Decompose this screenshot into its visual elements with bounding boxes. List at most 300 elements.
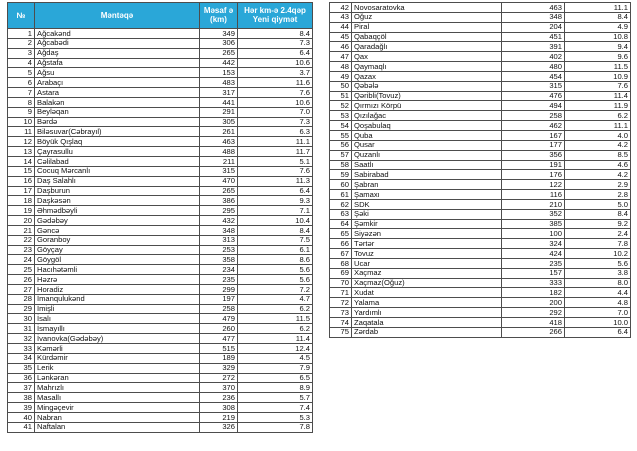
row-distance: 462 xyxy=(502,121,565,131)
row-price: 6.4 xyxy=(238,186,313,196)
row-number: 44 xyxy=(330,22,352,32)
row-distance: 258 xyxy=(502,111,565,121)
row-place: Ağsu xyxy=(35,68,200,78)
row-price: 10.9 xyxy=(565,71,631,81)
row-price: 11.6 xyxy=(238,78,313,88)
row-place: Ağdaş xyxy=(35,48,200,58)
row-distance: 480 xyxy=(502,62,565,72)
row-distance: 234 xyxy=(200,265,238,275)
header-price: Hər km-ə 2.4qəp Yeni qiymət xyxy=(238,3,313,29)
table-row xyxy=(8,284,313,294)
row-place: Qızılağac xyxy=(352,111,502,121)
row-distance: 326 xyxy=(200,422,238,432)
row-place: Daşkəsən xyxy=(35,196,200,206)
row-place: Daş Salahlı xyxy=(35,176,200,186)
row-place: Balakən xyxy=(35,97,200,107)
row-number: 30 xyxy=(8,314,35,324)
row-distance: 292 xyxy=(502,308,565,318)
row-number: 74 xyxy=(330,318,352,328)
row-price: 10.6 xyxy=(238,97,313,107)
row-number: 31 xyxy=(8,324,35,334)
table-row xyxy=(330,140,631,150)
row-price: 8.5 xyxy=(565,150,631,160)
table-row xyxy=(330,22,631,32)
table-row xyxy=(8,225,313,235)
row-place: Qəbələ xyxy=(352,81,502,91)
table-row xyxy=(8,38,313,48)
row-number: 63 xyxy=(330,209,352,219)
table-row xyxy=(330,209,631,219)
row-distance: 197 xyxy=(200,294,238,304)
row-distance: 349 xyxy=(200,29,238,39)
row-number: 27 xyxy=(8,284,35,294)
row-number: 33 xyxy=(8,344,35,354)
row-place: Tovuz xyxy=(352,249,502,259)
row-distance: 454 xyxy=(502,71,565,81)
table-row xyxy=(8,176,313,186)
table-row xyxy=(330,32,631,42)
row-number: 51 xyxy=(330,91,352,101)
row-distance: 295 xyxy=(200,206,238,216)
table-row xyxy=(330,170,631,180)
row-distance: 441 xyxy=(200,97,238,107)
table-row xyxy=(8,245,313,255)
header-no: № xyxy=(8,3,35,29)
row-price: 11.7 xyxy=(238,147,313,157)
row-price: 2.8 xyxy=(565,190,631,200)
row-price: 7.1 xyxy=(238,206,313,216)
row-number: 13 xyxy=(8,147,35,157)
row-place: Qusar xyxy=(352,140,502,150)
row-distance: 153 xyxy=(200,68,238,78)
row-number: 70 xyxy=(330,278,352,288)
row-distance: 313 xyxy=(200,235,238,245)
row-number: 2 xyxy=(8,38,35,48)
row-number: 5 xyxy=(8,68,35,78)
row-price: 5.6 xyxy=(238,265,313,275)
row-price: 9.6 xyxy=(565,52,631,62)
row-number: 75 xyxy=(330,327,352,337)
table-row xyxy=(330,12,631,22)
table-row xyxy=(330,199,631,209)
row-distance: 299 xyxy=(200,284,238,294)
row-distance: 333 xyxy=(502,278,565,288)
row-price: 5.0 xyxy=(565,199,631,209)
table-row xyxy=(330,308,631,318)
row-price: 2.9 xyxy=(565,180,631,190)
row-price: 10.6 xyxy=(238,58,313,68)
row-price: 10.0 xyxy=(565,318,631,328)
row-number: 7 xyxy=(8,88,35,98)
table-row xyxy=(8,186,313,196)
row-price: 11.3 xyxy=(238,176,313,186)
table-row xyxy=(330,42,631,52)
table-row xyxy=(8,127,313,137)
row-number: 69 xyxy=(330,268,352,278)
row-price: 6.4 xyxy=(238,48,313,58)
row-number: 10 xyxy=(8,117,35,127)
row-price: 6.2 xyxy=(238,304,313,314)
row-price: 2.4 xyxy=(565,229,631,239)
table-row xyxy=(8,97,313,107)
row-price: 4.8 xyxy=(565,298,631,308)
table-row xyxy=(8,117,313,127)
row-place: Şabran xyxy=(352,180,502,190)
row-distance: 483 xyxy=(200,78,238,88)
row-price: 11.1 xyxy=(565,3,631,13)
row-distance: 211 xyxy=(200,156,238,166)
row-place: Zaqatala xyxy=(352,318,502,328)
row-place: Beyləqan xyxy=(35,107,200,117)
row-price: 4.2 xyxy=(565,170,631,180)
row-number: 12 xyxy=(8,137,35,147)
row-distance: 358 xyxy=(200,255,238,265)
row-place: Biləsuvar(Cəbrayıl) xyxy=(35,127,200,137)
table-row xyxy=(8,265,313,275)
row-price: 10.8 xyxy=(565,32,631,42)
row-price: 7.8 xyxy=(565,239,631,249)
row-distance: 176 xyxy=(502,170,565,180)
table-row xyxy=(330,52,631,62)
row-distance: 418 xyxy=(502,318,565,328)
table-row xyxy=(8,314,313,324)
table-row xyxy=(8,373,313,383)
row-distance: 100 xyxy=(502,229,565,239)
row-price: 7.5 xyxy=(238,235,313,245)
row-number: 73 xyxy=(330,308,352,318)
row-distance: 386 xyxy=(200,196,238,206)
row-number: 72 xyxy=(330,298,352,308)
row-place: Goranboy xyxy=(35,235,200,245)
row-place: Qırmızı Körpü xyxy=(352,101,502,111)
row-distance: 182 xyxy=(502,288,565,298)
table-row xyxy=(330,160,631,170)
row-distance: 352 xyxy=(502,209,565,219)
row-place: İsmayıllı xyxy=(35,324,200,334)
row-distance: 122 xyxy=(502,180,565,190)
row-place: Xaçmaz xyxy=(352,268,502,278)
row-number: 21 xyxy=(8,225,35,235)
table-row xyxy=(330,239,631,249)
table-row xyxy=(8,275,313,285)
table-row xyxy=(8,255,313,265)
row-price: 11.4 xyxy=(238,334,313,344)
row-distance: 348 xyxy=(200,225,238,235)
row-price: 8.4 xyxy=(238,225,313,235)
table-row xyxy=(8,412,313,422)
row-number: 24 xyxy=(8,255,35,265)
row-distance: 235 xyxy=(200,275,238,285)
row-distance: 253 xyxy=(200,245,238,255)
table-row xyxy=(330,130,631,140)
table-row xyxy=(8,383,313,393)
row-distance: 479 xyxy=(200,314,238,324)
table-row xyxy=(330,121,631,131)
row-number: 39 xyxy=(8,403,35,413)
row-price: 10.2 xyxy=(565,249,631,259)
row-price: 7.6 xyxy=(238,166,313,176)
table-row xyxy=(8,58,313,68)
row-distance: 348 xyxy=(502,12,565,22)
row-distance: 463 xyxy=(502,3,565,13)
table-row xyxy=(330,219,631,229)
table-row xyxy=(330,180,631,190)
row-place: Ağcakənd xyxy=(35,29,200,39)
row-number: 40 xyxy=(8,412,35,422)
row-place: Quba xyxy=(352,130,502,140)
row-distance: 191 xyxy=(502,160,565,170)
row-distance: 329 xyxy=(200,363,238,373)
row-place: Qoşabulaq xyxy=(352,121,502,131)
row-price: 6.2 xyxy=(238,324,313,334)
row-number: 55 xyxy=(330,130,352,140)
row-distance: 317 xyxy=(200,88,238,98)
row-distance: 402 xyxy=(502,52,565,62)
row-price: 4.9 xyxy=(565,22,631,32)
row-place: Qəribli(Tovuz) xyxy=(352,91,502,101)
row-number: 47 xyxy=(330,52,352,62)
row-distance: 477 xyxy=(200,334,238,344)
row-distance: 476 xyxy=(502,91,565,101)
row-number: 26 xyxy=(8,275,35,285)
row-number: 50 xyxy=(330,81,352,91)
row-distance: 324 xyxy=(502,239,565,249)
row-place: Tərtər xyxy=(352,239,502,249)
table-row xyxy=(8,294,313,304)
table-row xyxy=(330,327,631,337)
fare-table-left xyxy=(7,2,313,433)
row-distance: 157 xyxy=(502,268,565,278)
table-row xyxy=(8,107,313,117)
table-row xyxy=(8,422,313,432)
table-row xyxy=(330,278,631,288)
table-row xyxy=(8,147,313,157)
row-distance: 265 xyxy=(200,186,238,196)
row-price: 5.6 xyxy=(565,258,631,268)
row-price: 7.4 xyxy=(238,403,313,413)
row-number: 58 xyxy=(330,160,352,170)
row-place: Göygöl xyxy=(35,255,200,265)
row-distance: 266 xyxy=(502,327,565,337)
row-price: 4.5 xyxy=(238,353,313,363)
row-price: 5.7 xyxy=(238,393,313,403)
row-distance: 494 xyxy=(502,101,565,111)
row-price: 6.1 xyxy=(238,245,313,255)
row-price: 8.6 xyxy=(238,255,313,265)
row-distance: 356 xyxy=(502,150,565,160)
row-price: 9.3 xyxy=(238,196,313,206)
row-distance: 177 xyxy=(502,140,565,150)
table-row xyxy=(8,353,313,363)
row-place: İmişli xyxy=(35,304,200,314)
row-number: 53 xyxy=(330,111,352,121)
table-row xyxy=(330,71,631,81)
row-place: Mahrızlı xyxy=(35,383,200,393)
row-distance: 391 xyxy=(502,42,565,52)
row-distance: 515 xyxy=(200,344,238,354)
row-place: Kürdəmir xyxy=(35,353,200,363)
row-number: 14 xyxy=(8,156,35,166)
row-number: 61 xyxy=(330,190,352,200)
row-place: Şəmkir xyxy=(352,219,502,229)
table-row xyxy=(8,206,313,216)
table-row xyxy=(8,166,313,176)
row-distance: 291 xyxy=(200,107,238,117)
row-place: Ağstafa xyxy=(35,58,200,68)
row-price: 7.3 xyxy=(238,38,313,48)
row-price: 7.3 xyxy=(238,117,313,127)
row-distance: 315 xyxy=(502,81,565,91)
row-distance: 200 xyxy=(502,298,565,308)
row-number: 62 xyxy=(330,199,352,209)
row-distance: 442 xyxy=(200,58,238,68)
row-place: Böyük Qışlaq xyxy=(35,137,200,147)
row-distance: 432 xyxy=(200,216,238,226)
row-place: Yalama xyxy=(352,298,502,308)
row-distance: 306 xyxy=(200,38,238,48)
table-row xyxy=(8,196,313,206)
row-distance: 260 xyxy=(200,324,238,334)
table-row xyxy=(8,304,313,314)
row-number: 15 xyxy=(8,166,35,176)
row-place: Xudat xyxy=(352,288,502,298)
row-price: 5.1 xyxy=(238,156,313,166)
table-row xyxy=(8,324,313,334)
row-place: Naftalan xyxy=(35,422,200,432)
row-distance: 210 xyxy=(502,199,565,209)
row-place: Qax xyxy=(352,52,502,62)
row-place: Bərdə xyxy=(35,117,200,127)
row-number: 28 xyxy=(8,294,35,304)
row-distance: 488 xyxy=(200,147,238,157)
row-number: 17 xyxy=(8,186,35,196)
row-price: 10.4 xyxy=(238,216,313,226)
row-price: 9.2 xyxy=(565,219,631,229)
row-number: 48 xyxy=(330,62,352,72)
row-distance: 189 xyxy=(200,353,238,363)
row-distance: 305 xyxy=(200,117,238,127)
row-distance: 236 xyxy=(200,393,238,403)
table-row xyxy=(8,403,313,413)
table-row xyxy=(8,137,313,147)
row-place: Xaçmaz(Oğuz) xyxy=(352,278,502,288)
row-number: 4 xyxy=(8,58,35,68)
row-place: Həzrə xyxy=(35,275,200,285)
row-number: 49 xyxy=(330,71,352,81)
row-number: 42 xyxy=(330,3,352,13)
table-row xyxy=(8,156,313,166)
row-price: 7.8 xyxy=(238,422,313,432)
row-price: 4.6 xyxy=(565,160,631,170)
row-number: 68 xyxy=(330,258,352,268)
row-place: Cəlilabad xyxy=(35,156,200,166)
row-place: İvanovka(Gədəbəy) xyxy=(35,334,200,344)
row-number: 6 xyxy=(8,78,35,88)
row-number: 8 xyxy=(8,97,35,107)
row-place: Novosaratovka xyxy=(352,3,502,13)
row-place: Şamaxı xyxy=(352,190,502,200)
row-place: Siyəzən xyxy=(352,229,502,239)
row-place: Oğuz xyxy=(352,12,502,22)
row-number: 1 xyxy=(8,29,35,39)
row-price: 7.0 xyxy=(565,308,631,318)
row-number: 9 xyxy=(8,107,35,117)
row-price: 3.7 xyxy=(238,68,313,78)
table-row xyxy=(330,229,631,239)
row-distance: 167 xyxy=(502,130,565,140)
row-price: 8.0 xyxy=(565,278,631,288)
row-number: 36 xyxy=(8,373,35,383)
table-row xyxy=(330,288,631,298)
row-distance: 204 xyxy=(502,22,565,32)
row-number: 66 xyxy=(330,239,352,249)
row-distance: 451 xyxy=(502,32,565,42)
row-number: 64 xyxy=(330,219,352,229)
row-number: 32 xyxy=(8,334,35,344)
row-place: Yardımlı xyxy=(352,308,502,318)
table-row xyxy=(330,3,631,13)
row-price: 12.4 xyxy=(238,344,313,354)
row-number: 18 xyxy=(8,196,35,206)
row-price: 4.7 xyxy=(238,294,313,304)
row-place: Hacıhətəmli xyxy=(35,265,200,275)
table-row xyxy=(8,344,313,354)
header-place: Məntəqə xyxy=(35,3,200,29)
row-price: 8.4 xyxy=(565,209,631,219)
table-row xyxy=(330,150,631,160)
row-distance: 258 xyxy=(200,304,238,314)
row-place: İmanqulukənd xyxy=(35,294,200,304)
row-price: 6.5 xyxy=(238,373,313,383)
table-row xyxy=(8,29,313,39)
row-distance: 463 xyxy=(200,137,238,147)
row-price: 11.4 xyxy=(565,91,631,101)
row-price: 6.2 xyxy=(565,111,631,121)
row-price: 7.9 xyxy=(238,363,313,373)
table-row xyxy=(8,334,313,344)
row-place: Astara xyxy=(35,88,200,98)
table-row xyxy=(330,91,631,101)
row-price: 11.1 xyxy=(238,137,313,147)
header-distance: Məsaf ə (km) xyxy=(200,3,238,29)
row-price: 11.9 xyxy=(565,101,631,111)
row-place: Qaradağlı xyxy=(352,42,502,52)
row-number: 19 xyxy=(8,206,35,216)
row-number: 54 xyxy=(330,121,352,131)
row-number: 29 xyxy=(8,304,35,314)
row-distance: 385 xyxy=(502,219,565,229)
row-number: 60 xyxy=(330,180,352,190)
row-place: Qaymaqlı xyxy=(352,62,502,72)
row-number: 3 xyxy=(8,48,35,58)
row-distance: 272 xyxy=(200,373,238,383)
row-price: 4.4 xyxy=(565,288,631,298)
row-number: 45 xyxy=(330,32,352,42)
row-place: Göyçay xyxy=(35,245,200,255)
row-number: 43 xyxy=(330,12,352,22)
row-price: 4.0 xyxy=(565,130,631,140)
row-number: 57 xyxy=(330,150,352,160)
table-row xyxy=(330,190,631,200)
row-number: 34 xyxy=(8,353,35,363)
row-price: 6.3 xyxy=(238,127,313,137)
row-place: Kəmərli xyxy=(35,344,200,354)
table-row xyxy=(8,235,313,245)
row-number: 11 xyxy=(8,127,35,137)
row-price: 11.5 xyxy=(238,314,313,324)
table-row xyxy=(330,258,631,268)
table-row xyxy=(8,78,313,88)
